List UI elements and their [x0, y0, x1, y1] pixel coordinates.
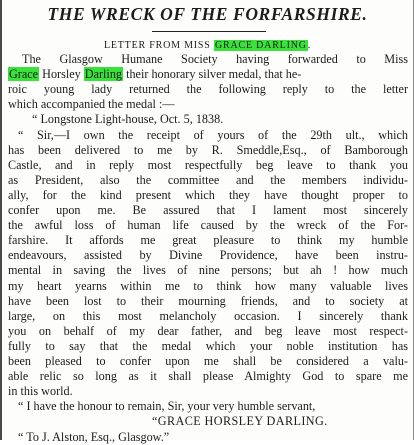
- letter-addressee: “ To J. Alston, Esq., Glasgow.”: [18, 429, 170, 444]
- intro-line-4: which accompanied the medal :—: [8, 97, 175, 112]
- letter-line: ally, for the kind present which they have thought proper to: [8, 187, 408, 202]
- letter-line: large, on this most melancholy occasion. I sincerely thank: [8, 308, 408, 323]
- highlighted-name-first: Grace: [9, 67, 39, 82]
- letter-line: confer upon me. Be assured that I lament most sincerely: [8, 203, 408, 217]
- subhead-prefix: LETTER FROM MISS: [103, 40, 214, 51]
- letter-line: fully to say that the medal which your noble institution has: [8, 338, 408, 353]
- letter-closing: “ I have the honour to remain, Sir, your very humble servant,: [18, 399, 316, 414]
- letter-line: you on behalf of my dear father, and beg leave most respect-: [8, 323, 408, 338]
- letter-line-last: in this world.: [8, 384, 73, 399]
- intro-line-2-rest: their honorary silver medal, that he-: [123, 67, 302, 82]
- letter-line: “ Sir,—I own the receipt of yours of the 29th ult., which: [18, 127, 408, 142]
- highlighted-name-last: Darling: [84, 67, 123, 82]
- subhead-suffix: .: [307, 40, 312, 51]
- letter-line: endeavours, assisted by Divine Providence, have been instru-: [8, 248, 408, 263]
- intro-line-2: [8, 67, 301, 82]
- letter-line: able relic so long as it shall please Almighty God to spare me: [8, 369, 408, 384]
- letter-line: my heart yearns within me to think how many valuable lives: [8, 278, 408, 293]
- headline-rule: [152, 31, 266, 32]
- letter-line: have been lost to their mourning friends, and to society at: [8, 293, 408, 308]
- name-middle: Horsley: [39, 67, 84, 82]
- letter-line: Castle, and in reply most respectfully beg leave to thank you: [8, 157, 408, 172]
- article-subhead: [2, 40, 413, 51]
- letter-line: as President, also the committee and the members individu-: [8, 172, 408, 187]
- letter-line: the awful loss of human life caused by the wreck of the For-: [8, 218, 408, 233]
- letter-dateline: “ Longstone Light-house, Oct. 5, 1838.: [32, 112, 224, 127]
- subhead-highlighted-name: GRACE DARLING: [214, 40, 307, 51]
- letter-line: has been delivered to me by R. Smeddle,Esq., of Bamborough: [8, 142, 408, 157]
- letter-line: mental in saving the lives of nine persons; but ah ! how much: [8, 263, 408, 278]
- letter-signature: “GRACE HORSLEY DARLING.: [152, 414, 328, 429]
- letter-line: been pleased to confer upon me shall be considered a valu-: [8, 354, 408, 368]
- intro-line-1: The Glasgow Humane Society having forwarded to Miss: [22, 52, 408, 66]
- letter-line: farshire. It affords me great pleasure to think my humble: [8, 233, 408, 248]
- article-headline: THE WRECK OF THE FORFARSHIRE.: [47, 4, 368, 24]
- intro-line-3: roic young lady returned the following reply to the letter: [8, 82, 408, 97]
